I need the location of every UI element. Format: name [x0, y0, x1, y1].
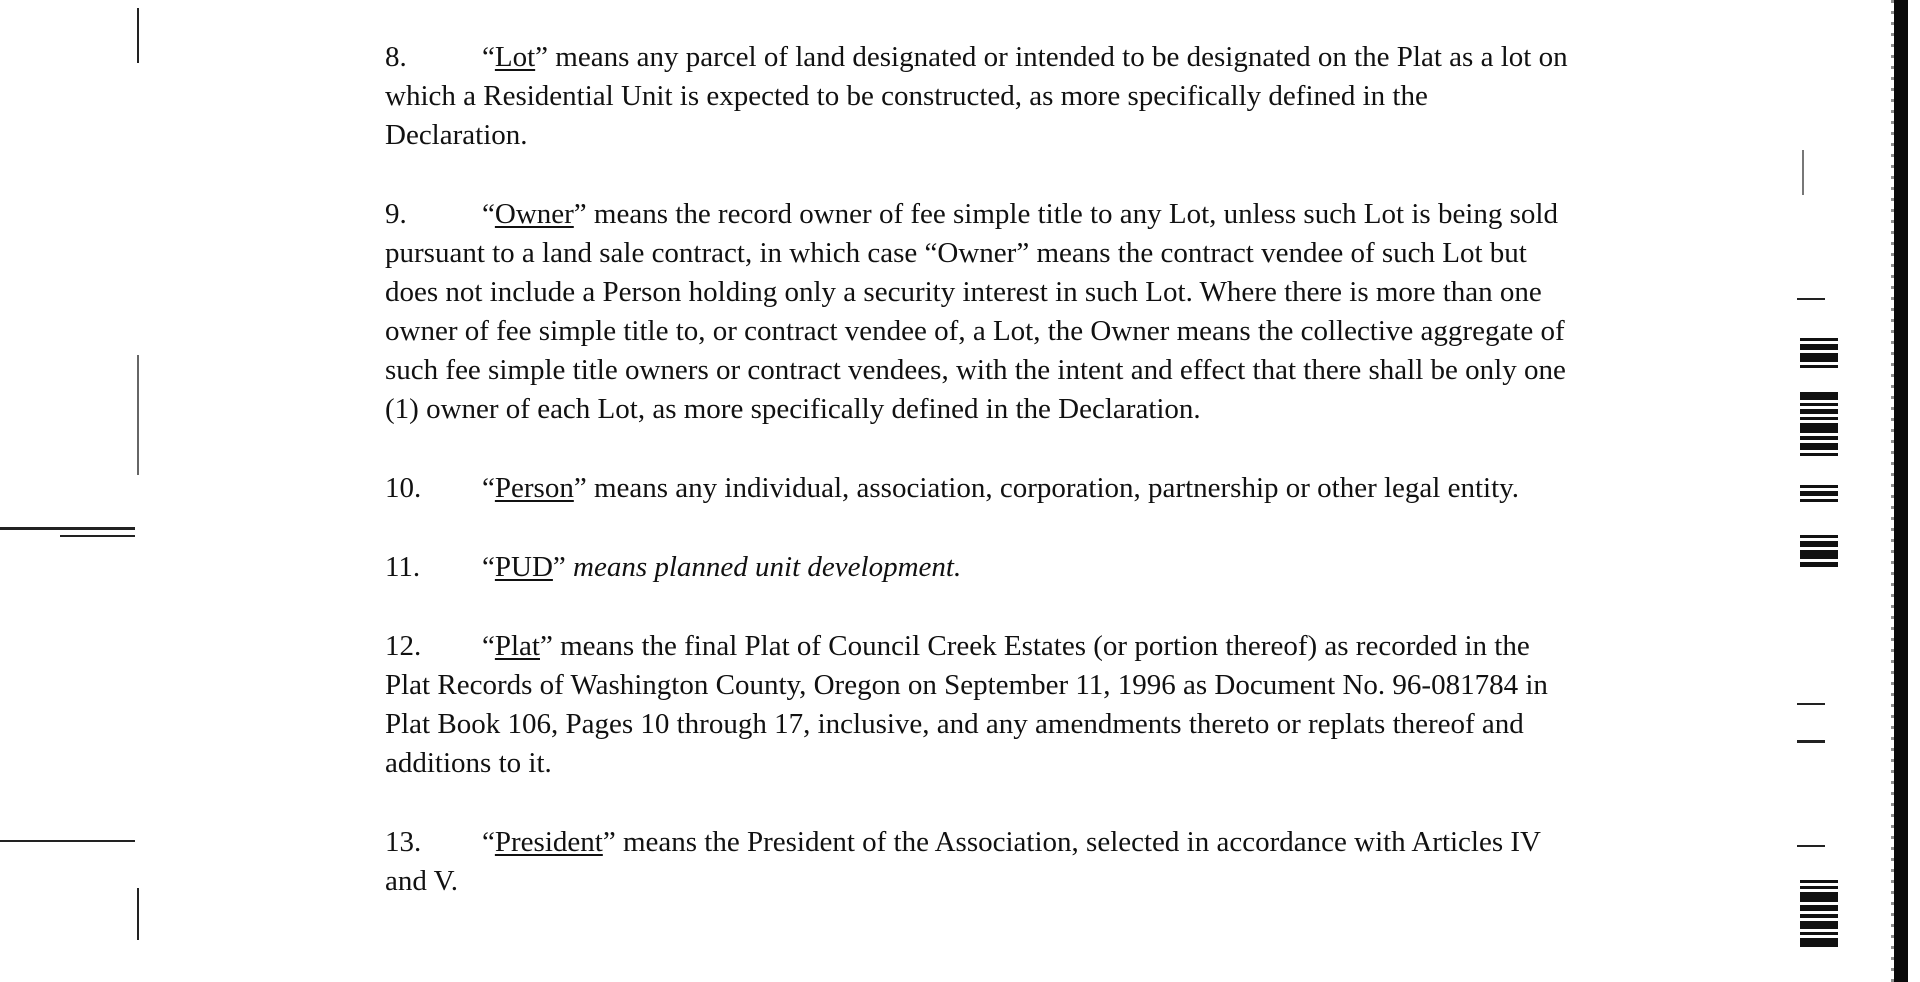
paragraph-body: entity.	[1447, 472, 1520, 504]
defined-term: PUD	[494, 551, 553, 583]
scan-artifact-line	[137, 888, 139, 940]
paragraph-first-line: means the President of the Association, selected in accordance with	[615, 826, 1406, 858]
paragraph-first-line: means the record owner of fee simple title to any Lot, unless such Lot is	[586, 198, 1431, 230]
definition-paragraph-lot: 8. “Lot” means any parcel of land designated or intended to be designated on the Plat as a lot on which a Residential Unit is expected to be constructed, as more specifically defined in the Declaration.	[385, 38, 1575, 155]
scan-artifact-line	[137, 8, 139, 63]
paragraph-body: recorded in the Plat Records of Washington County, Oregon on September 11, 1996 as Document No. 96-081784 in Plat Book 106, Pages 10 through 17, inclusive, and any amendments thereto or replats thereof and additions to it.	[385, 630, 1548, 779]
scan-artifact-line	[0, 840, 135, 842]
scan-artifact-line	[1797, 703, 1825, 705]
paragraph-number: 12.	[385, 630, 422, 662]
paragraph-first-line: means planned unit development.	[565, 551, 962, 583]
definition-paragraph-person: 10. “Person” means any individual, association, corporation, partnership or other legal entity.	[385, 469, 1575, 508]
paragraph-number: 10.	[385, 472, 422, 504]
defined-term: Plat	[494, 630, 540, 662]
paragraph-body: as a lot on which a Residential Unit is expected to be constructed, as more specifically defined in the Declaration.	[385, 41, 1568, 151]
definition-paragraph-president: 13. “President” means the President of the Association, selected in accordance with Articles IV and V.	[385, 823, 1575, 901]
scan-artifact-line	[1797, 845, 1825, 847]
definition-paragraph-owner: 9. “Owner” means the record owner of fee simple title to any Lot, unless such Lot is being sold pursuant to a land sale contract, in which case “Owner” means the contract vendee of such Lot but does not include a Person holding only a security interest in such Lot. Where there is more than one owner of fee simple title to, or contract vendee of, a Lot, the Owner means the collective aggregate of such fee simple title owners or contract vendees, with the intent and effect that there shall be only one (1) owner of each Lot, as more specifically defined in the Declaration.	[385, 195, 1575, 429]
barcode-mark	[1800, 338, 1838, 371]
barcode-mark	[1800, 535, 1838, 570]
scan-artifact-line	[137, 355, 139, 475]
barcode-mark	[1800, 880, 1838, 950]
scan-artifact-line	[1797, 298, 1825, 300]
paragraph-first-line: means any individual, association, corporation, partnership or other legal	[586, 472, 1441, 504]
barcode-mark	[1800, 392, 1838, 459]
defined-term: Lot	[494, 41, 536, 73]
definition-paragraph-plat: 12. “Plat” means the final Plat of Council Creek Estates (or portion thereof) as recorded in the Plat Records of Washington County, Oregon on September 11, 1996 as Document No. 96-081784 in Plat Book 106, Pages 10 through 17, inclusive, and any amendments thereto or replats thereof and additions to it.	[385, 627, 1575, 783]
paragraph-number: 9.	[385, 198, 407, 230]
scan-artifact-line	[60, 535, 135, 537]
defined-term: Owner	[494, 198, 574, 230]
paragraph-number: 13.	[385, 826, 422, 858]
paragraph-first-line: means any parcel of land designated or intended to be designated on the Plat	[548, 41, 1442, 73]
page-edge-speckle	[1891, 0, 1894, 982]
scan-artifact-line	[1802, 150, 1804, 195]
barcode-mark	[1800, 485, 1838, 505]
paragraph-number: 8.	[385, 41, 407, 73]
defined-term: President	[494, 826, 603, 858]
paragraph-first-line: means the final Plat of Council Creek Estates (or portion thereof) as	[552, 630, 1349, 662]
page-binding-edge	[1894, 0, 1908, 982]
defined-term: Person	[494, 472, 574, 504]
definitions-text	[385, 38, 1575, 941]
scan-artifact-line	[1797, 740, 1825, 743]
definition-paragraph-pud: 11. “PUD” means planned unit development.	[385, 548, 1575, 587]
paragraph-body: Articles IV and V.	[385, 826, 1541, 897]
paragraph-body: being sold pursuant to a land sale contract, in which case “Owner” means the contract vendee of such Lot but does not include a Person holding only a security interest in such Lot. Where there is more than one owner of fee simple title to, or contract vendee of, a Lot, the Owner means the collective aggregate of such fee simple title owners or contract vendees, with the intent and effect that there shall be only one (1) owner of each Lot, as more specifically defined in the Declaration.	[385, 198, 1566, 425]
scan-artifact-line	[0, 527, 135, 530]
paragraph-number: 11.	[385, 551, 421, 583]
